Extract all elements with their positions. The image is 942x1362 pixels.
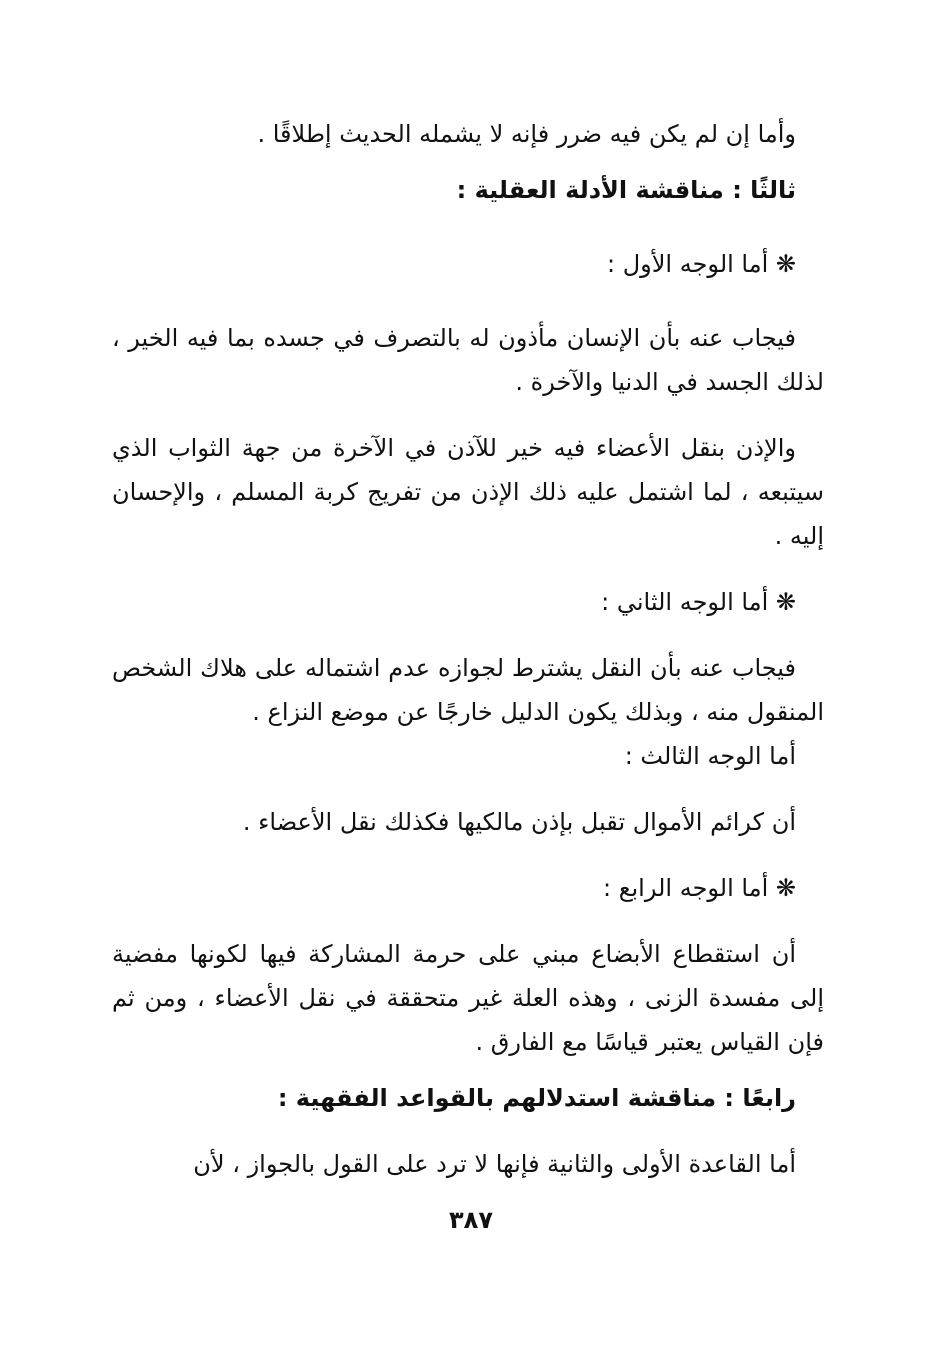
heading-fourth-fiqh-rules: رابعًا : مناقشة استدلالهم بالقواعد الفقهية : — [277, 1084, 796, 1112]
third-aspect-heading: أما الوجه الثالث : — [624, 742, 796, 770]
paragraph-third-answer: أن كرائم الأموال تقبل بإذن مالكيها فكذلك نقل الأعضاء . — [242, 808, 796, 836]
paragraph-first-answer: فيجاب عنه بأن الإنسان مأذون له بالتصرف في جسده بما فيه الخير ، لذلك الجسد في الدنيا والآخرة . — [112, 324, 824, 396]
heading-third-rational-evidence: ثالثًا : مناقشة الأدلة العقلية : — [456, 176, 796, 204]
paragraph-1: وأما إن لم يكن فيه ضرر فإنه لا يشمله الحديث إطلاقًا . — [257, 120, 796, 148]
paragraph-second-answer: فيجاب عنه بأن النقل يشترط لجوازه عدم اشتماله على هلاك الشخص المنقول منه ، وبذلك يكون الدليل خارجًا عن موضع النزاع . — [112, 654, 824, 726]
page-number: ٣٨٧ — [449, 1206, 493, 1234]
first-aspect-heading: ❋ أما الوجه الأول : — [606, 250, 796, 278]
page-body — [112, 112, 824, 1186]
second-aspect-heading: ❋ أما الوجه الثاني : — [601, 588, 796, 616]
paragraph-permission: والإذن بنقل الأعضاء فيه خير للآذن في الآخرة من جهة الثواب الذي سيتبعه ، لما اشتمل عليه ذلك الإذن من تفريج كربة المسلم ، والإحسان إليه . — [112, 434, 824, 550]
fourth-aspect-heading: ❋ أما الوجه الرابع : — [603, 874, 796, 902]
paragraph-fourth-answer: أن استقطاع الأبضاع مبني على حرمة المشاركة فيها لكونها مفضية إلى مفسدة الزنى ، وهذه العلة غير متحققة في نقل الأعضاء ، ومن ثم فإن القياس يعتبر قياسًا مع الفارق . — [112, 940, 824, 1056]
paragraph-rules-answer: أما القاعدة الأولى والثانية فإنها لا ترد على القول بالجواز ، لأن — [193, 1150, 796, 1178]
